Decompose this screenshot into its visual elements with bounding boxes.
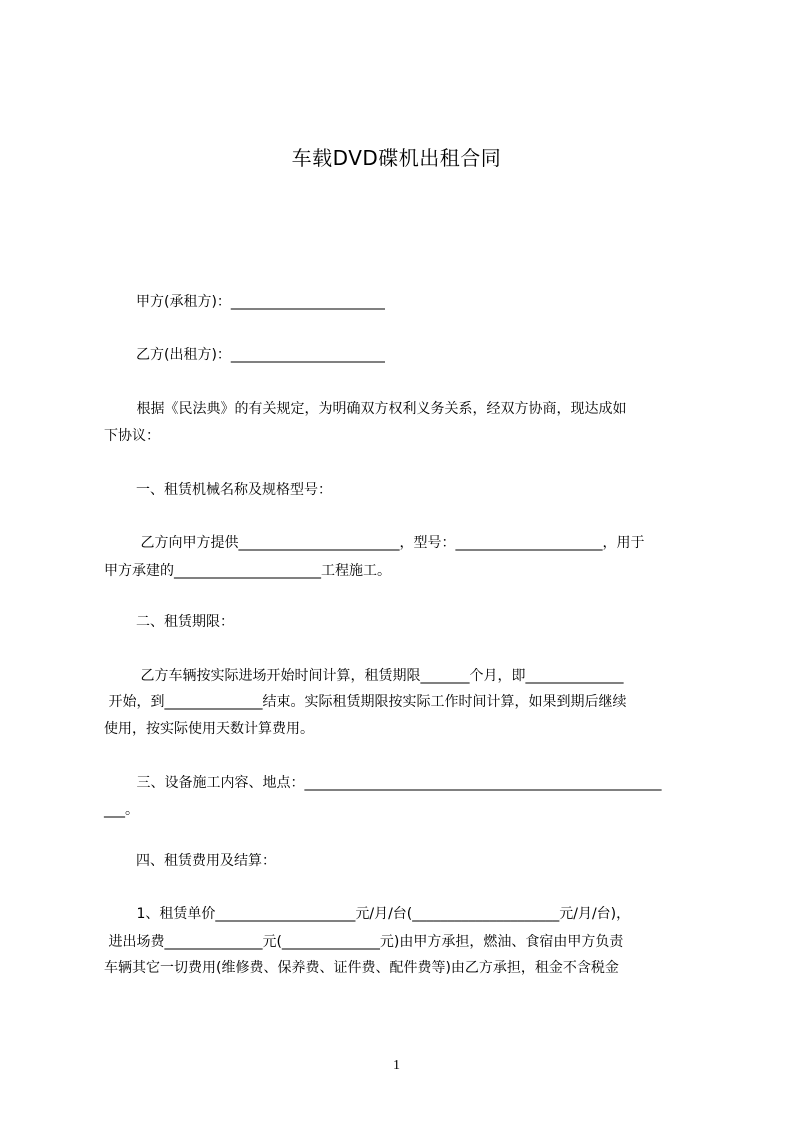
section-2-line-3: 使用，按实际使用天数计算费用。 bbox=[104, 721, 314, 737]
page-number: 1 bbox=[393, 1058, 400, 1073]
party-a-line: 甲方(承租方)：______________________ bbox=[136, 294, 385, 310]
document-title: 车载DVD碟机出租合同 bbox=[291, 146, 502, 170]
section-3-line-1: 三、设备施工内容、地点：___________________________________________________ bbox=[132, 775, 662, 791]
section-2-line-1: 乙方车辆按实际进场开始时间计算，租赁期限_______个月，即______________ bbox=[136, 668, 624, 684]
section-1-heading: 一、租赁机械名称及规格型号： bbox=[136, 482, 332, 498]
section-1-line-2: 甲方承建的_____________________工程施工。 bbox=[104, 563, 391, 579]
section-4-heading: 四、租赁费用及结算： bbox=[136, 853, 276, 869]
section-4-line-2: 进出场费______________元(______________元)由甲方承担，燃油、食宿由甲方负责 bbox=[104, 934, 624, 950]
section-4-line-1: 1、租赁单价____________________元/月/台(_____________________元/月/台)， bbox=[132, 906, 631, 922]
section-1-line-1: 乙方向甲方提供_______________________，型号：_____________________，用于 bbox=[136, 535, 645, 551]
section-3-line-2: ___。 bbox=[104, 802, 139, 818]
section-2-heading: 二、租赁期限： bbox=[136, 614, 234, 630]
section-2-line-2: 开始，到______________结束。实际租赁期限按实际工作时间计算，如果到期后继续 bbox=[104, 694, 627, 710]
intro-paragraph-line-2: 下协议： bbox=[104, 428, 160, 444]
intro-paragraph-line-1: 根据《民法典》的有关规定，为明确双方权利义务关系，经双方协商，现达成如 bbox=[132, 401, 627, 417]
party-b-line: 乙方(出租方)：______________________ bbox=[136, 347, 385, 363]
section-4-line-3: 车辆其它一切费用(维修费、保养费、证件费、配件费等)由乙方承担，租金不含税金 bbox=[104, 960, 619, 976]
